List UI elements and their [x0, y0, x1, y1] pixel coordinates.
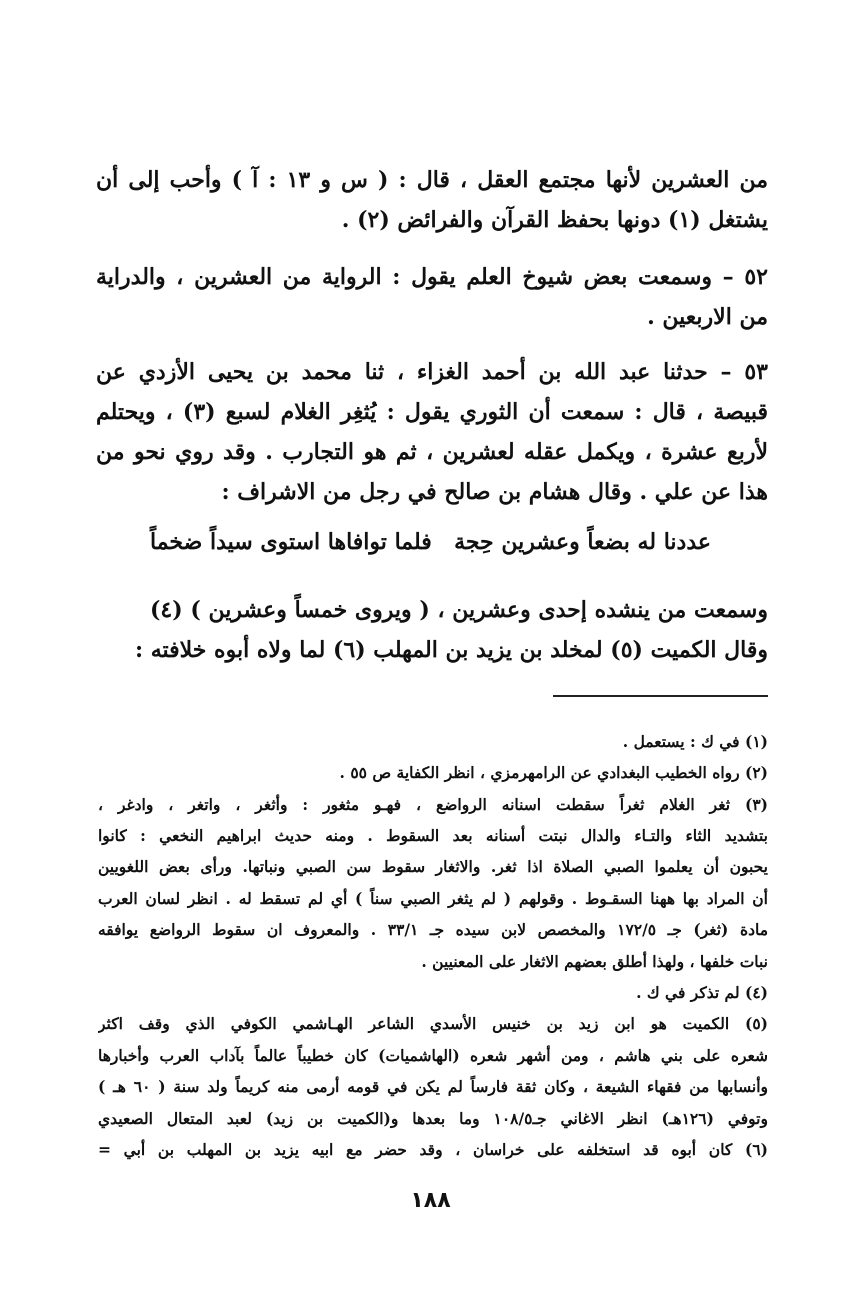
footnote-line: شعره على بني هاشم ، ومن أشهر شعره (الهاشميات) كان خطيباً عالماً بآداب العرب وأخبارها	[98, 1046, 768, 1065]
footnote-line: (٥) الكميت هو ابن زيد بن خنيس الأسدي الشاعر الهـاشمي الكوفي الذي وقف اكثر	[98, 1014, 768, 1033]
body-line: لأربع عشرة ، ويكمل عقله لعشرين ، ثم هو التجارب . وقد روي نحو من	[96, 439, 768, 465]
footnote-line: مادة (ثغر) جـ ١٧٢/٥ والمخصص لابن سيده جـ ٣٣/١ . والمعروف ان سقوط الرواضع يوافقه	[98, 920, 768, 939]
body-line: وقال الكميت (٥) لمخلد بن يزيد بن المهلب (٦) لما ولاه أبوه خلافته :	[134, 637, 768, 663]
footnote-line: (١) في ك : يستعمل .	[622, 732, 768, 751]
footnote-line: أن المراد بها ههنا السقـوط . وقولهم ( لم يثغر الصبي سناً ) أي لم تسقط له . انظر لسان العرب	[98, 889, 768, 908]
footnote-line: (٦) كان أبوه قد استخلفه على خراسان ، وقد حضر مع ابيه يزيد بن المهلب بن أبي =	[98, 1140, 768, 1159]
footnote-line: وأنسابها من فقهاء الشيعة ، وكان ثقة فارساً لم يكن في قومه أرمى منه كريماً ولد سنة ( ٦٠ هـ )	[98, 1077, 768, 1096]
footnote-line: بتشديد الثاء والتـاء والدال نبتت أسنانه بعد السقوط . ومنه حديث ابراهيم النخعي : كانوا	[98, 826, 768, 845]
body-line: وسمعت من ينشده إحدى وعشرين ، ( ويروى خمساً وعشرين ) (٤)	[150, 597, 768, 623]
verse-hemistich-left: فلما توافاها استوى سيداً ضخماً	[150, 529, 432, 555]
footnote-line: وتوفي (١٢٦هـ) انظر الاغاني جـ١٠٨/٥ وما بعدها و(الكميت بن زيد) لعبد المتعال الصعيدي	[98, 1109, 768, 1128]
footnote-line: يحبون أن يعلموا الصبي الصلاة اذا ثغر. والاثغار سقوط سن الصبي ونباتها. ورأى بعض اللغويين	[98, 857, 768, 876]
body-line: ٥٢ – وسمعت بعض شيوخ العلم يقول : الرواية من العشرين ، والدراية	[96, 264, 768, 290]
body-line: يشتغل (١) دونها بحفظ القرآن والفرائض (٢) .	[341, 207, 768, 233]
body-line: قبيصة ، قال : سمعت أن الثوري يقول : يُثغِر الغلام لسبع (٣) ، ويحتلم	[96, 399, 768, 425]
body-line: ٥٣ – حدثنا عبد الله بن أحمد الغزاء ، ثنا محمد بن يحيى الأزدي عن	[96, 359, 768, 385]
body-line: من العشرين لأنها مجتمع العقل ، قال : ( س و ١٣ : آ ) وأحب إلى أن	[96, 167, 768, 193]
footnote-line: (٣) ثغر الغلام ثغراً سقطت اسنانه الرواضع ، فهـو مثغور : وأثغر ، واتغر ، وادغر ،	[98, 795, 768, 814]
footnote-line: (٤) لم تذكر في ك .	[636, 983, 768, 1002]
body-line: من الاربعين .	[647, 304, 768, 330]
footnote-line: نبات خلفها ، ولهذا أطلق بعضهم الاثغار على المعنيين .	[421, 952, 768, 971]
body-line: هذا عن علي . وقال هشام بن صالح في رجل من الاشراف :	[221, 479, 768, 505]
verse-hemistich-right: عددنا له بضعاً وعشرين حِجة	[454, 529, 711, 555]
footnote-line: (٢) رواه الخطيب البغدادي عن الرامهرمزي ، انظر الكفاية ص ٥٥ .	[339, 763, 768, 782]
footnote-separator	[553, 695, 768, 697]
page-number: ١٨٨	[410, 1188, 451, 1213]
